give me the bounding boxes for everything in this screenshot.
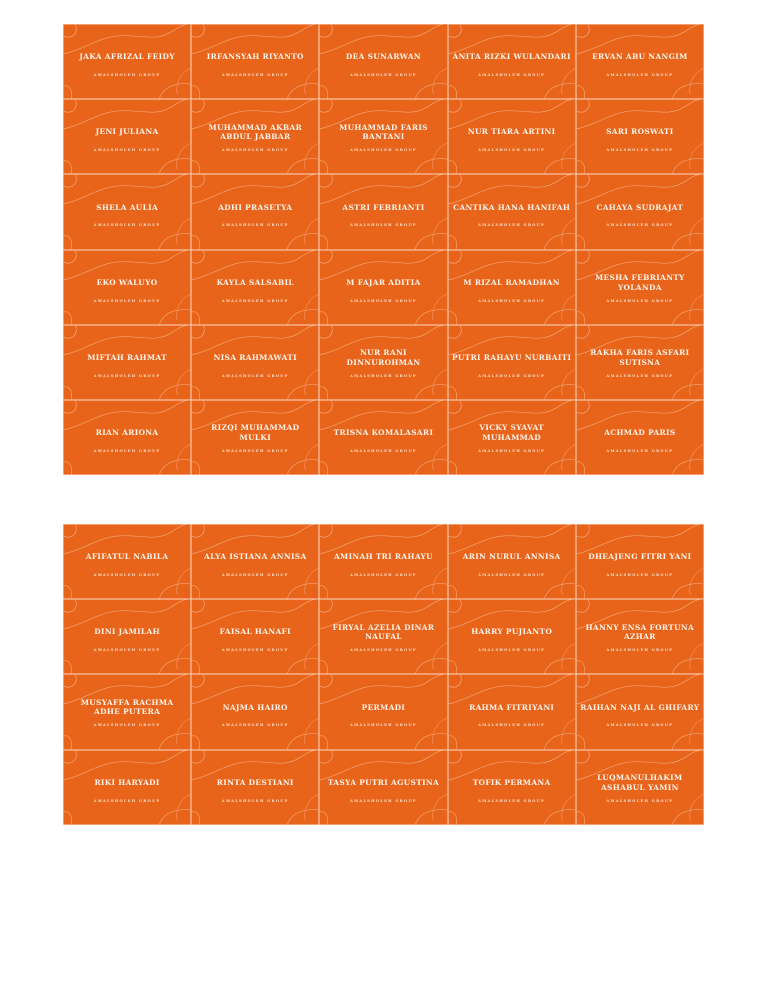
card-group-name: AMALSHOLEH GROUP bbox=[606, 648, 674, 653]
card-person-name: DEA SUNARWAN bbox=[345, 52, 422, 62]
card-group-name: AMALSHOLEH GROUP bbox=[349, 648, 417, 653]
card-person-name: PUTRI RAHAYU NURBAITI bbox=[452, 352, 572, 362]
card-group-name: AMALSHOLEH GROUP bbox=[93, 73, 161, 77]
card-person-name: RIZQI MUHAMMAD MULKI bbox=[211, 423, 300, 442]
card-person-name: NISA RAHMAWATI bbox=[213, 352, 297, 362]
name-card bbox=[191, 174, 319, 249]
name-card-sheet-2 bbox=[63, 524, 704, 825]
card-group-name: AMALSHOLEH GROUP bbox=[221, 73, 289, 77]
name-card bbox=[63, 250, 191, 325]
card-group-name: AMALSHOLEH GROUP bbox=[221, 298, 289, 303]
card-group-name: AMALSHOLEH GROUP bbox=[93, 298, 161, 303]
card-person-name: KAYLA SALSABIL bbox=[216, 277, 294, 287]
name-card bbox=[319, 599, 447, 674]
name-card bbox=[448, 174, 576, 249]
card-group-name: AMALSHOLEH GROUP bbox=[349, 298, 417, 303]
card-person-name: M FAJAR ADITIA bbox=[346, 277, 421, 287]
card-person-name: ERVAN ABU NANGIM bbox=[592, 52, 688, 62]
card-person-name: LUQMANULHAKIM ASHABUL YAMIN bbox=[597, 772, 683, 792]
card-group-name: AMALSHOLEH GROUP bbox=[606, 798, 674, 803]
card-person-name: AFIFATUL NABILA bbox=[85, 552, 169, 562]
name-card-sheet-1 bbox=[63, 24, 704, 475]
card-group-name: AMALSHOLEH GROUP bbox=[93, 148, 161, 153]
card-group-name: AMALSHOLEH GROUP bbox=[478, 73, 546, 77]
card-person-name: CAHAYA SUDRAJAT bbox=[596, 202, 684, 212]
card-person-name: ALYA ISTIANA ANNISA bbox=[204, 552, 307, 562]
name-card bbox=[63, 325, 191, 400]
card-group-name: AMALSHOLEH GROUP bbox=[478, 148, 546, 153]
card-group-name: AMALSHOLEH GROUP bbox=[221, 573, 289, 577]
card-person-name: HARRY PUJIANTO bbox=[471, 627, 553, 637]
card-person-name: RAIHAN NAJI AL GHIFARY bbox=[580, 702, 700, 712]
card-group-name: AMALSHOLEH GROUP bbox=[349, 73, 417, 77]
card-person-name: TASYA PUTRI AGUSTINA bbox=[327, 777, 440, 787]
name-card bbox=[191, 250, 319, 325]
name-card bbox=[63, 99, 191, 174]
card-group-name: AMALSHOLEH GROUP bbox=[478, 373, 546, 378]
card-person-name: PERMADI bbox=[361, 702, 406, 712]
card-person-name: M RIZAL RAMADHAN bbox=[463, 277, 560, 287]
card-group-name: AMALSHOLEH GROUP bbox=[221, 448, 289, 453]
card-group-name: AMALSHOLEH GROUP bbox=[478, 448, 546, 453]
card-person-name: DINI JAMILAH bbox=[94, 627, 160, 637]
card-group-name: AMALSHOLEH GROUP bbox=[606, 148, 674, 153]
name-card bbox=[319, 750, 447, 825]
card-group-name: AMALSHOLEH GROUP bbox=[606, 723, 674, 728]
card-person-name: FAISAL HANAFI bbox=[219, 627, 291, 637]
card-group-name: AMALSHOLEH GROUP bbox=[93, 373, 161, 378]
card-group-name: AMALSHOLEH GROUP bbox=[478, 723, 546, 728]
name-card bbox=[319, 250, 447, 325]
card-person-name: NAJMA HAIRO bbox=[222, 702, 288, 712]
card-group-name: AMALSHOLEH GROUP bbox=[478, 573, 546, 577]
card-person-name: JAKA AFRIZAL FEIDY bbox=[79, 52, 175, 62]
card-group-name: AMALSHOLEH GROUP bbox=[93, 223, 161, 228]
card-person-name: FIRYAL AZELIA DINAR NAUFAL bbox=[332, 622, 435, 642]
card-person-name: ARIN NURUL ANNISA bbox=[462, 552, 561, 562]
card-group-name: AMALSHOLEH GROUP bbox=[93, 448, 161, 453]
name-card bbox=[191, 400, 319, 475]
name-card bbox=[576, 325, 704, 400]
card-group-name: AMALSHOLEH GROUP bbox=[221, 148, 289, 153]
card-group-name: AMALSHOLEH GROUP bbox=[478, 298, 546, 303]
card-group-name: AMALSHOLEH GROUP bbox=[221, 223, 289, 228]
card-group-name: AMALSHOLEH GROUP bbox=[478, 223, 546, 228]
card-person-name: JENI JULIANA bbox=[95, 127, 159, 137]
name-card bbox=[448, 400, 576, 475]
card-person-name: ADHI PRASETYA bbox=[218, 202, 293, 212]
card-group-name: AMALSHOLEH GROUP bbox=[349, 373, 417, 378]
name-card bbox=[576, 250, 704, 325]
card-person-name: MESHA FEBRIANTY YOLANDA bbox=[595, 272, 685, 292]
name-card bbox=[576, 24, 704, 99]
name-card bbox=[63, 599, 191, 674]
name-card bbox=[448, 524, 576, 599]
card-group-name: AMALSHOLEH GROUP bbox=[606, 73, 674, 77]
name-card bbox=[319, 524, 447, 599]
name-card bbox=[448, 674, 576, 749]
card-person-name: MUSYAFFA RACHMA ADHE PUTERA bbox=[80, 697, 174, 717]
card-person-name: TOFIK PERMANA bbox=[472, 777, 551, 787]
card-group-name: AMALSHOLEH GROUP bbox=[349, 798, 417, 803]
card-group-name: AMALSHOLEH GROUP bbox=[349, 448, 417, 453]
name-card bbox=[191, 24, 319, 99]
name-card bbox=[191, 599, 319, 674]
name-card bbox=[319, 325, 447, 400]
card-group-name: AMALSHOLEH GROUP bbox=[93, 648, 161, 653]
name-card bbox=[448, 325, 576, 400]
card-group-name: AMALSHOLEH GROUP bbox=[478, 648, 546, 653]
card-person-name: RIAN ARIONA bbox=[95, 428, 159, 438]
name-card bbox=[576, 99, 704, 174]
card-group-name: AMALSHOLEH GROUP bbox=[93, 798, 161, 803]
name-card bbox=[576, 599, 704, 674]
card-group-name: AMALSHOLEH GROUP bbox=[221, 648, 289, 653]
name-card bbox=[448, 24, 576, 99]
name-card bbox=[63, 674, 191, 749]
name-card bbox=[63, 24, 191, 99]
card-person-name: ACHMAD PARIS bbox=[604, 428, 676, 438]
card-group-name: AMALSHOLEH GROUP bbox=[349, 223, 417, 228]
name-card bbox=[63, 400, 191, 475]
card-person-name: VICKY SYAVAT MUHAMMAD bbox=[479, 423, 544, 442]
card-group-name: AMALSHOLEH GROUP bbox=[221, 373, 289, 378]
card-person-name: RAKHA FARIS ASFARI SUTISNA bbox=[590, 348, 690, 367]
name-card bbox=[448, 250, 576, 325]
name-card bbox=[191, 750, 319, 825]
card-person-name: RIKI HARYADI bbox=[94, 777, 160, 787]
card-person-name: HANNY ENSA FORTUNA AZHAR bbox=[585, 622, 695, 642]
card-group-name: AMALSHOLEH GROUP bbox=[349, 573, 417, 577]
card-person-name: NUR RANI DINNUROHMAN bbox=[346, 348, 421, 367]
name-card bbox=[576, 750, 704, 825]
card-person-name: RAHMA FITRIYANI bbox=[469, 702, 555, 712]
card-person-name: SHELA AULIA bbox=[96, 202, 159, 212]
card-person-name: SARI ROSWATI bbox=[606, 127, 674, 137]
card-group-name: AMALSHOLEH GROUP bbox=[606, 223, 674, 228]
name-card bbox=[319, 24, 447, 99]
card-group-name: AMALSHOLEH GROUP bbox=[606, 373, 674, 378]
name-card bbox=[576, 524, 704, 599]
name-card bbox=[63, 750, 191, 825]
card-group-name: AMALSHOLEH GROUP bbox=[221, 798, 289, 803]
card-person-name: MIFTAH RAHMAT bbox=[87, 352, 167, 362]
card-group-name: AMALSHOLEH GROUP bbox=[221, 723, 289, 728]
name-card bbox=[448, 599, 576, 674]
name-card bbox=[319, 400, 447, 475]
card-group-name: AMALSHOLEH GROUP bbox=[93, 573, 161, 577]
card-group-name: AMALSHOLEH GROUP bbox=[478, 798, 546, 803]
name-card bbox=[576, 174, 704, 249]
card-group-name: AMALSHOLEH GROUP bbox=[93, 723, 161, 728]
card-group-name: AMALSHOLEH GROUP bbox=[349, 723, 417, 728]
card-person-name: IRFANSYAH RIYANTO bbox=[206, 52, 304, 62]
name-card bbox=[576, 400, 704, 475]
name-card bbox=[191, 325, 319, 400]
card-group-name: AMALSHOLEH GROUP bbox=[606, 448, 674, 453]
card-person-name: DHEAJENG FITRI YANI bbox=[588, 552, 692, 562]
card-person-name: MUHAMMAD AKBAR ABDUL JABBAR bbox=[208, 122, 303, 142]
card-person-name: ANITA RIZKI WULANDARI bbox=[452, 52, 571, 62]
name-card bbox=[448, 99, 576, 174]
name-card bbox=[63, 174, 191, 249]
card-group-name: AMALSHOLEH GROUP bbox=[606, 298, 674, 303]
card-person-name: AMINAH TRI RAHAYU bbox=[333, 552, 433, 562]
card-group-name: AMALSHOLEH GROUP bbox=[349, 148, 417, 153]
name-card bbox=[63, 524, 191, 599]
card-person-name: EKO WALUYO bbox=[96, 277, 158, 287]
card-person-name: RINTA DESTIANI bbox=[216, 777, 294, 787]
card-person-name: MUHAMMAD FARIS BANTANI bbox=[339, 122, 428, 142]
name-card bbox=[191, 674, 319, 749]
card-person-name: CANTIKA HANA HANIFAH bbox=[453, 202, 571, 212]
name-card bbox=[319, 674, 447, 749]
name-card bbox=[319, 174, 447, 249]
name-card bbox=[319, 99, 447, 174]
name-card bbox=[448, 750, 576, 825]
card-person-name: ASTRI FEBRIANTI bbox=[342, 202, 425, 212]
name-card bbox=[191, 524, 319, 599]
card-person-name: TRISNA KOMALASARI bbox=[333, 428, 434, 438]
name-card bbox=[576, 674, 704, 749]
name-card bbox=[191, 99, 319, 174]
card-group-name: AMALSHOLEH GROUP bbox=[606, 573, 674, 577]
card-person-name: NUR TIARA ARTINI bbox=[467, 127, 556, 137]
